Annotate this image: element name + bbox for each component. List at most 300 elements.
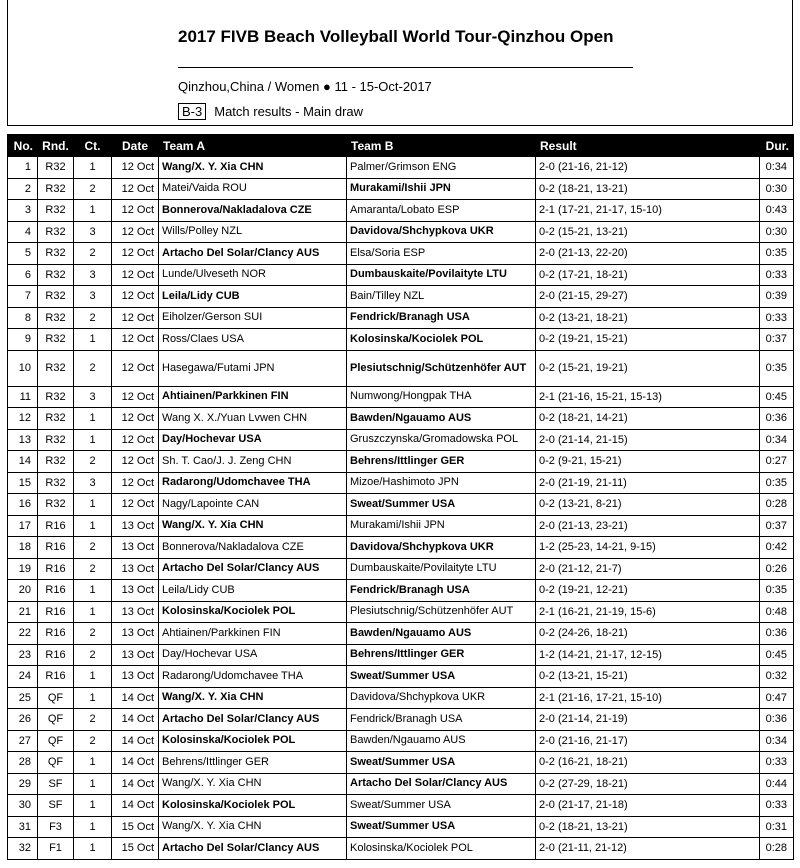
team-a-cell: Kolosinska/Kociolek POL [159, 795, 347, 817]
duration-cell: 0:42 [760, 537, 794, 559]
round-cell: R32 [38, 178, 74, 200]
court-cell: 2 [74, 537, 112, 559]
duration-cell: 0:35 [760, 472, 794, 494]
table-row [8, 752, 794, 774]
date-cell: 12 Oct [112, 307, 159, 329]
date-cell: 12 Oct [112, 221, 159, 243]
result-cell: 2-1 (21-16, 17-21, 15-10) [536, 687, 760, 709]
court-cell: 1 [74, 687, 112, 709]
date-cell: 14 Oct [112, 752, 159, 774]
court-cell: 2 [74, 644, 112, 666]
court-cell: 1 [74, 816, 112, 838]
table-row [8, 221, 794, 243]
duration-cell: 0:33 [760, 307, 794, 329]
col-header-date: Date [112, 135, 159, 157]
duration-cell: 0:26 [760, 558, 794, 580]
report-header [7, 0, 793, 126]
duration-cell: 0:36 [760, 408, 794, 430]
court-cell: 1 [74, 429, 112, 451]
duration-cell: 0:35 [760, 350, 794, 386]
court-cell: 2 [74, 178, 112, 200]
result-cell: 2-0 (21-16, 21-12) [536, 157, 760, 179]
table-row [8, 816, 794, 838]
duration-cell: 0:36 [760, 709, 794, 731]
table-row [8, 494, 794, 516]
table-row [8, 730, 794, 752]
table-row [8, 601, 794, 623]
match-number-cell: 29 [8, 773, 38, 795]
table-row [8, 451, 794, 473]
match-number-cell: 9 [8, 329, 38, 351]
date-cell: 15 Oct [112, 838, 159, 860]
duration-cell: 0:35 [760, 580, 794, 602]
match-number-cell: 25 [8, 687, 38, 709]
court-cell: 2 [74, 243, 112, 265]
match-number-cell: 24 [8, 666, 38, 688]
team-a-cell: Bonnerova/Nakladalova CZE [159, 200, 347, 222]
court-cell: 3 [74, 264, 112, 286]
table-row [8, 350, 794, 386]
court-cell: 1 [74, 580, 112, 602]
result-cell: 0-2 (13-21, 18-21) [536, 307, 760, 329]
table-header-row [8, 135, 794, 157]
event-subtitle: Qinzhou,China / Women ● 11 - 15-Oct-2017 [178, 79, 432, 94]
match-number-cell: 28 [8, 752, 38, 774]
result-cell: 2-0 (21-12, 21-7) [536, 558, 760, 580]
team-b-cell: Bawden/Ngauamo AUS [347, 623, 536, 645]
team-a-cell: Bonnerova/Nakladalova CZE [159, 537, 347, 559]
duration-cell: 0:37 [760, 515, 794, 537]
date-cell: 14 Oct [112, 773, 159, 795]
round-cell: R16 [38, 601, 74, 623]
match-number-cell: 7 [8, 286, 38, 308]
court-cell: 3 [74, 472, 112, 494]
duration-cell: 0:30 [760, 221, 794, 243]
match-results-table [7, 134, 794, 860]
table-row [8, 795, 794, 817]
team-a-cell: Artacho Del Solar/Clancy AUS [159, 243, 347, 265]
round-cell: R32 [38, 429, 74, 451]
result-cell: 2-0 (21-19, 21-11) [536, 472, 760, 494]
date-cell: 12 Oct [112, 243, 159, 265]
team-b-cell: Fendrick/Branagh USA [347, 709, 536, 731]
team-a-cell: Radarong/Udomchavee THA [159, 472, 347, 494]
table-row [8, 687, 794, 709]
round-cell: R32 [38, 451, 74, 473]
table-row [8, 472, 794, 494]
duration-cell: 0:33 [760, 264, 794, 286]
court-cell: 2 [74, 451, 112, 473]
team-b-cell: Gruszczynska/Gromadowska POL [347, 429, 536, 451]
team-a-cell: Artacho Del Solar/Clancy AUS [159, 709, 347, 731]
round-cell: QF [38, 709, 74, 731]
court-cell: 1 [74, 795, 112, 817]
match-number-cell: 18 [8, 537, 38, 559]
round-cell: R16 [38, 666, 74, 688]
match-number-cell: 5 [8, 243, 38, 265]
duration-cell: 0:43 [760, 200, 794, 222]
court-cell: 1 [74, 601, 112, 623]
match-number-cell: 27 [8, 730, 38, 752]
result-cell: 0-2 (15-21, 13-21) [536, 221, 760, 243]
team-b-cell: Davidova/Shchypkova UKR [347, 537, 536, 559]
court-cell: 3 [74, 221, 112, 243]
result-cell: 0-2 (13-21, 8-21) [536, 494, 760, 516]
date-cell: 12 Oct [112, 200, 159, 222]
court-cell: 1 [74, 773, 112, 795]
team-b-cell: Sweat/Summer USA [347, 494, 536, 516]
duration-cell: 0:28 [760, 838, 794, 860]
date-cell: 13 Oct [112, 515, 159, 537]
team-a-cell: Matei/Vaida ROU [159, 178, 347, 200]
result-cell: 0-2 (19-21, 15-21) [536, 329, 760, 351]
court-cell: 2 [74, 709, 112, 731]
team-b-cell: Murakami/Ishii JPN [347, 515, 536, 537]
result-cell: 0-2 (18-21, 13-21) [536, 816, 760, 838]
result-cell: 2-0 (21-15, 29-27) [536, 286, 760, 308]
team-b-cell: Davidova/Shchypkova UKR [347, 221, 536, 243]
court-cell: 2 [74, 307, 112, 329]
table-row [8, 709, 794, 731]
team-b-cell: Kolosinska/Kociolek POL [347, 838, 536, 860]
team-a-cell: Eiholzer/Gerson SUI [159, 307, 347, 329]
col-header-no: No. [8, 135, 38, 157]
table-row [8, 515, 794, 537]
duration-cell: 0:37 [760, 329, 794, 351]
duration-cell: 0:31 [760, 816, 794, 838]
result-cell: 0-2 (24-26, 18-21) [536, 623, 760, 645]
col-header-duration: Dur. [760, 135, 794, 157]
court-cell: 1 [74, 494, 112, 516]
date-cell: 14 Oct [112, 687, 159, 709]
date-cell: 12 Oct [112, 451, 159, 473]
result-cell: 2-0 (21-13, 23-21) [536, 515, 760, 537]
round-cell: R16 [38, 558, 74, 580]
team-b-cell: Bawden/Ngauamo AUS [347, 730, 536, 752]
round-cell: QF [38, 730, 74, 752]
team-a-cell: Wills/Polley NZL [159, 221, 347, 243]
match-number-cell: 23 [8, 644, 38, 666]
match-number-cell: 26 [8, 709, 38, 731]
court-cell: 1 [74, 408, 112, 430]
team-a-cell: Ross/Claes USA [159, 329, 347, 351]
round-cell: QF [38, 687, 74, 709]
duration-cell: 0:30 [760, 178, 794, 200]
section-code-badge: B-3 [178, 103, 206, 120]
table-row [8, 264, 794, 286]
team-a-cell: Sh. T. Cao/J. J. Zeng CHN [159, 451, 347, 473]
table-row [8, 329, 794, 351]
table-row [8, 558, 794, 580]
team-b-cell: Dumbauskaite/Povilaityte LTU [347, 264, 536, 286]
table-row [8, 666, 794, 688]
court-cell: 3 [74, 286, 112, 308]
team-b-cell: Fendrick/Branagh USA [347, 307, 536, 329]
court-cell: 3 [74, 386, 112, 408]
table-row [8, 623, 794, 645]
court-cell: 1 [74, 838, 112, 860]
table-row [8, 157, 794, 179]
date-cell: 13 Oct [112, 537, 159, 559]
table-row [8, 838, 794, 860]
duration-cell: 0:45 [760, 644, 794, 666]
result-cell: 2-0 (21-11, 21-12) [536, 838, 760, 860]
result-cell: 0-2 (18-21, 14-21) [536, 408, 760, 430]
duration-cell: 0:39 [760, 286, 794, 308]
round-cell: R32 [38, 286, 74, 308]
round-cell: R32 [38, 157, 74, 179]
match-number-cell: 14 [8, 451, 38, 473]
date-cell: 12 Oct [112, 178, 159, 200]
result-cell: 2-0 (21-17, 21-18) [536, 795, 760, 817]
round-cell: R32 [38, 386, 74, 408]
table-row [8, 537, 794, 559]
date-cell: 13 Oct [112, 601, 159, 623]
table-row [8, 580, 794, 602]
result-cell: 2-0 (21-14, 21-15) [536, 429, 760, 451]
match-number-cell: 6 [8, 264, 38, 286]
round-cell: QF [38, 752, 74, 774]
duration-cell: 0:44 [760, 773, 794, 795]
round-cell: SF [38, 795, 74, 817]
court-cell: 1 [74, 157, 112, 179]
result-cell: 2-0 (21-13, 22-20) [536, 243, 760, 265]
duration-cell: 0:27 [760, 451, 794, 473]
table-row [8, 286, 794, 308]
match-number-cell: 20 [8, 580, 38, 602]
round-cell: SF [38, 773, 74, 795]
team-a-cell: Wang/X. Y. Xia CHN [159, 816, 347, 838]
duration-cell: 0:35 [760, 243, 794, 265]
date-cell: 15 Oct [112, 816, 159, 838]
col-header-result: Result [536, 135, 760, 157]
date-cell: 12 Oct [112, 386, 159, 408]
date-cell: 12 Oct [112, 350, 159, 386]
match-number-cell: 31 [8, 816, 38, 838]
duration-cell: 0:45 [760, 386, 794, 408]
table-row [8, 408, 794, 430]
round-cell: R32 [38, 200, 74, 222]
result-cell: 0-2 (15-21, 19-21) [536, 350, 760, 386]
team-a-cell: Leila/Lidy CUB [159, 286, 347, 308]
col-header-round: Rnd. [38, 135, 74, 157]
team-b-cell: Plesiutschnig/Schützenhöfer AUT [347, 350, 536, 386]
team-b-cell: Fendrick/Branagh USA [347, 580, 536, 602]
title-underline [178, 67, 633, 68]
section-title: Match results - Main draw [214, 104, 364, 119]
result-cell: 2-0 (21-14, 21-19) [536, 709, 760, 731]
court-cell: 1 [74, 200, 112, 222]
date-cell: 12 Oct [112, 264, 159, 286]
team-b-cell: Artacho Del Solar/Clancy AUS [347, 773, 536, 795]
team-a-cell: Wang/X. Y. Xia CHN [159, 157, 347, 179]
round-cell: R32 [38, 307, 74, 329]
team-b-cell: Davidova/Shchypkova UKR [347, 687, 536, 709]
table-row [8, 200, 794, 222]
round-cell: R16 [38, 644, 74, 666]
team-a-cell: Wang X. X./Yuan Lvwen CHN [159, 408, 347, 430]
result-cell: 1-2 (14-21, 21-17, 12-15) [536, 644, 760, 666]
date-cell: 13 Oct [112, 558, 159, 580]
round-cell: R32 [38, 350, 74, 386]
round-cell: R16 [38, 537, 74, 559]
team-a-cell: Kolosinska/Kociolek POL [159, 730, 347, 752]
court-cell: 1 [74, 329, 112, 351]
match-number-cell: 1 [8, 157, 38, 179]
date-cell: 13 Oct [112, 623, 159, 645]
round-cell: F3 [38, 816, 74, 838]
team-b-cell: Behrens/Ittlinger GER [347, 451, 536, 473]
match-number-cell: 3 [8, 200, 38, 222]
team-a-cell: Behrens/Ittlinger GER [159, 752, 347, 774]
match-number-cell: 17 [8, 515, 38, 537]
team-b-cell: Behrens/Ittlinger GER [347, 644, 536, 666]
date-cell: 14 Oct [112, 709, 159, 731]
duration-cell: 0:47 [760, 687, 794, 709]
court-cell: 2 [74, 623, 112, 645]
date-cell: 12 Oct [112, 429, 159, 451]
match-number-cell: 22 [8, 623, 38, 645]
result-cell: 2-1 (21-16, 15-21, 15-13) [536, 386, 760, 408]
round-cell: R16 [38, 515, 74, 537]
table-row [8, 178, 794, 200]
team-a-cell: Wang/X. Y. Xia CHN [159, 515, 347, 537]
team-b-cell: Bawden/Ngauamo AUS [347, 408, 536, 430]
duration-cell: 0:48 [760, 601, 794, 623]
round-cell: R32 [38, 472, 74, 494]
team-a-cell: Ahtiainen/Parkkinen FIN [159, 386, 347, 408]
team-b-cell: Elsa/Soria ESP [347, 243, 536, 265]
team-b-cell: Sweat/Summer USA [347, 795, 536, 817]
duration-cell: 0:32 [760, 666, 794, 688]
result-cell: 0-2 (19-21, 12-21) [536, 580, 760, 602]
round-cell: R16 [38, 623, 74, 645]
court-cell: 1 [74, 666, 112, 688]
date-cell: 14 Oct [112, 795, 159, 817]
match-number-cell: 21 [8, 601, 38, 623]
date-cell: 12 Oct [112, 286, 159, 308]
team-a-cell: Artacho Del Solar/Clancy AUS [159, 838, 347, 860]
duration-cell: 0:34 [760, 429, 794, 451]
team-b-cell: Dumbauskaite/Povilaityte LTU [347, 558, 536, 580]
court-cell: 2 [74, 730, 112, 752]
match-number-cell: 30 [8, 795, 38, 817]
team-b-cell: Bain/Tilley NZL [347, 286, 536, 308]
match-number-cell: 15 [8, 472, 38, 494]
page-title: 2017 FIVB Beach Volleyball World Tour-Qinzhou Open [178, 27, 614, 46]
date-cell: 12 Oct [112, 329, 159, 351]
result-cell: 0-2 (13-21, 15-21) [536, 666, 760, 688]
result-cell: 0-2 (27-29, 18-21) [536, 773, 760, 795]
match-number-cell: 11 [8, 386, 38, 408]
duration-cell: 0:33 [760, 795, 794, 817]
round-cell: R32 [38, 329, 74, 351]
team-b-cell: Numwong/Hongpak THA [347, 386, 536, 408]
date-cell: 12 Oct [112, 494, 159, 516]
team-a-cell: Nagy/Lapointe CAN [159, 494, 347, 516]
team-a-cell: Leila/Lidy CUB [159, 580, 347, 602]
round-cell: R32 [38, 221, 74, 243]
round-cell: R32 [38, 494, 74, 516]
round-cell: R32 [38, 264, 74, 286]
result-cell: 2-1 (16-21, 21-19, 15-6) [536, 601, 760, 623]
court-cell: 1 [74, 515, 112, 537]
team-a-cell: Artacho Del Solar/Clancy AUS [159, 558, 347, 580]
team-a-cell: Ahtiainen/Parkkinen FIN [159, 623, 347, 645]
match-number-cell: 2 [8, 178, 38, 200]
team-a-cell: Day/Hochevar USA [159, 429, 347, 451]
date-cell: 12 Oct [112, 408, 159, 430]
section-heading [178, 103, 363, 120]
match-number-cell: 13 [8, 429, 38, 451]
date-cell: 14 Oct [112, 730, 159, 752]
duration-cell: 0:33 [760, 752, 794, 774]
court-cell: 2 [74, 558, 112, 580]
match-number-cell: 8 [8, 307, 38, 329]
date-cell: 13 Oct [112, 580, 159, 602]
table-row [8, 307, 794, 329]
team-b-cell: Murakami/Ishii JPN [347, 178, 536, 200]
round-cell: R32 [38, 408, 74, 430]
col-header-team-a: Team A [159, 135, 347, 157]
match-number-cell: 4 [8, 221, 38, 243]
team-a-cell: Wang/X. Y. Xia CHN [159, 773, 347, 795]
court-cell: 2 [74, 350, 112, 386]
court-cell: 1 [74, 752, 112, 774]
team-a-cell: Kolosinska/Kociolek POL [159, 601, 347, 623]
duration-cell: 0:36 [760, 623, 794, 645]
round-cell: R32 [38, 243, 74, 265]
result-cell: 0-2 (16-21, 18-21) [536, 752, 760, 774]
result-cell: 0-2 (9-21, 15-21) [536, 451, 760, 473]
result-cell: 0-2 (18-21, 13-21) [536, 178, 760, 200]
col-header-court: Ct. [74, 135, 112, 157]
match-number-cell: 16 [8, 494, 38, 516]
duration-cell: 0:34 [760, 730, 794, 752]
table-row [8, 243, 794, 265]
team-a-cell: Radarong/Udomchavee THA [159, 666, 347, 688]
team-b-cell: Sweat/Summer USA [347, 816, 536, 838]
team-a-cell: Hasegawa/Futami JPN [159, 350, 347, 386]
round-cell: F1 [38, 838, 74, 860]
date-cell: 13 Oct [112, 666, 159, 688]
date-cell: 12 Oct [112, 157, 159, 179]
team-b-cell: Sweat/Summer USA [347, 752, 536, 774]
team-b-cell: Sweat/Summer USA [347, 666, 536, 688]
table-row [8, 429, 794, 451]
team-b-cell: Plesiutschnig/Schützenhöfer AUT [347, 601, 536, 623]
match-number-cell: 10 [8, 350, 38, 386]
team-a-cell: Wang/X. Y. Xia CHN [159, 687, 347, 709]
team-a-cell: Day/Hochevar USA [159, 644, 347, 666]
team-b-cell: Kolosinska/Kociolek POL [347, 329, 536, 351]
match-number-cell: 32 [8, 838, 38, 860]
duration-cell: 0:34 [760, 157, 794, 179]
team-b-cell: Palmer/Grimson ENG [347, 157, 536, 179]
team-a-cell: Lunde/Ulveseth NOR [159, 264, 347, 286]
team-b-cell: Amaranta/Lobato ESP [347, 200, 536, 222]
team-b-cell: Mizoe/Hashimoto JPN [347, 472, 536, 494]
round-cell: R16 [38, 580, 74, 602]
result-cell: 0-2 (17-21, 18-21) [536, 264, 760, 286]
date-cell: 13 Oct [112, 644, 159, 666]
match-number-cell: 12 [8, 408, 38, 430]
col-header-team-b: Team B [347, 135, 536, 157]
table-row [8, 644, 794, 666]
result-cell: 2-1 (17-21, 21-17, 15-10) [536, 200, 760, 222]
table-row [8, 386, 794, 408]
duration-cell: 0:28 [760, 494, 794, 516]
